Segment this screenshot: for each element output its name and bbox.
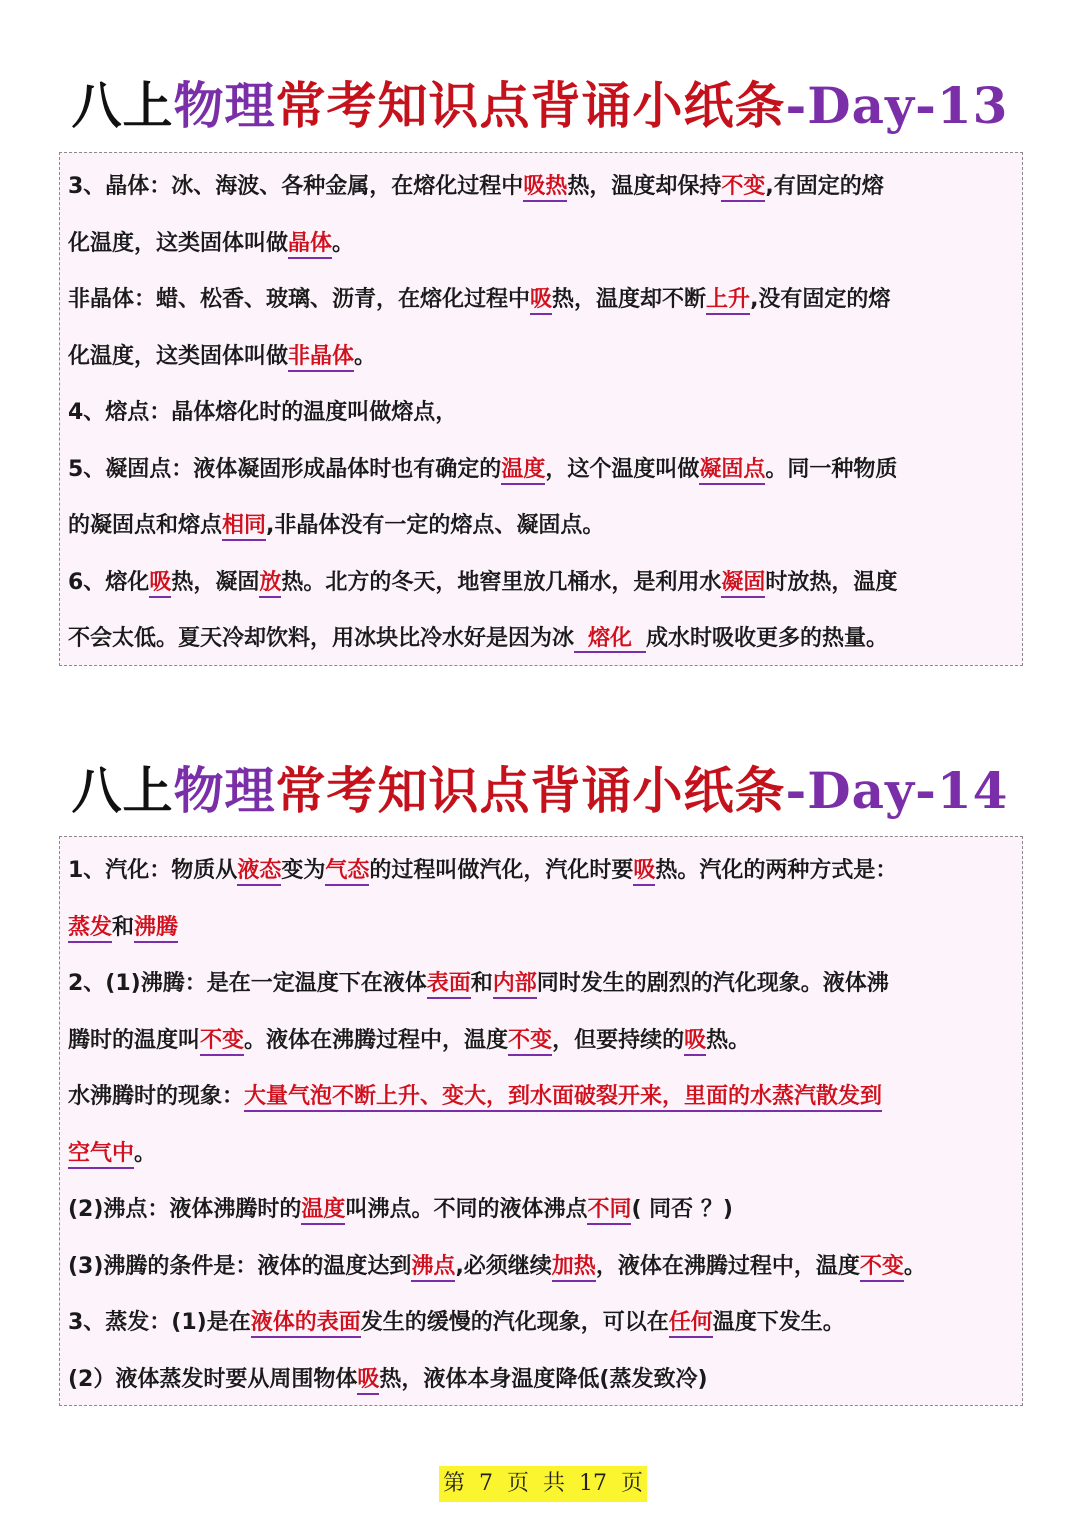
note-line: (2）液体蒸发时要从周围物体吸热，液体本身温度降低(蒸发致冷)	[68, 1352, 1014, 1409]
total-pages: 17	[579, 1471, 608, 1496]
note-line: 的凝固点和熔点相同,非晶体没有一定的熔点、凝固点。	[68, 498, 1014, 555]
keyword: 吸	[684, 1028, 706, 1056]
keyword: 放	[259, 570, 281, 598]
keyword: 气态	[325, 858, 369, 886]
keyword: 吸	[633, 858, 655, 886]
note-line: 蒸发和沸腾	[68, 900, 1014, 957]
title-day: -Day-14	[785, 761, 1009, 820]
note-line: 非晶体：蜡、松香、玻璃、沥青，在熔化过程中吸热，温度却不断上升,没有固定的熔	[68, 272, 1014, 329]
keyword: 上升	[706, 287, 750, 315]
keyword: 大量气泡不断上升、变大，到水面破裂开来，里面的水蒸汽散发到	[244, 1084, 882, 1112]
keyword: 内部	[493, 971, 537, 999]
note-line: (3)沸腾的条件是：液体的温度达到沸点,必须继续加热，液体在沸腾过程中，温度不变。	[68, 1239, 1014, 1296]
keyword: 温度	[301, 1197, 345, 1225]
keyword: 温度	[501, 457, 545, 485]
title-main: 常考知识点背诵小纸条	[275, 76, 786, 135]
note-line: 2、(1)沸腾：是在一定温度下在液体表面和内部同时发生的剧烈的汽化现象。液体沸	[68, 956, 1014, 1013]
note-line: 3、晶体：冰、海波、各种金属，在熔化过程中吸热热，温度却保持不变,有固定的熔	[68, 159, 1014, 216]
keyword: 相同	[222, 513, 266, 541]
title-grade: 八上	[71, 76, 174, 135]
keyword-blank: 熔化	[574, 626, 646, 653]
note-line: 空气中。	[68, 1126, 1014, 1183]
keyword: 不变	[200, 1028, 244, 1056]
keyword: 液态	[237, 858, 281, 886]
keyword: 不变	[860, 1254, 904, 1282]
keyword: 表面	[427, 971, 471, 999]
note-line: (2)沸点：液体沸腾时的温度叫沸点。不同的液体沸点不同( 同否 ？)	[68, 1182, 1014, 1239]
title-day14	[0, 761, 1080, 821]
keyword: 空气中	[68, 1141, 134, 1169]
note-line: 5、凝固点：液体凝固形成晶体时也有确定的温度，这个温度叫做凝固点。同一种物质	[68, 442, 1014, 499]
note-line: 水沸腾时的现象：大量气泡不断上升、变大，到水面破裂开来，里面的水蒸汽散发到	[68, 1069, 1014, 1126]
title-main: 常考知识点背诵小纸条	[275, 761, 786, 820]
keyword: 任何	[669, 1310, 713, 1338]
keyword: 吸热	[523, 174, 567, 202]
keyword: 吸	[357, 1367, 379, 1395]
note-line: 不会太低。夏天冷却饮料，用冰块比冷水好是因为冰 熔化 成水时吸收更多的热量。	[68, 626, 889, 651]
keyword: 不变	[508, 1028, 552, 1056]
keyword: 不变	[721, 174, 765, 202]
title-day: -Day-13	[785, 76, 1009, 135]
page-indicator: 第 7 页 共 17 页	[439, 1466, 647, 1502]
keyword: 吸	[149, 570, 171, 598]
keyword: 不同	[587, 1197, 631, 1225]
note-line: 6、熔化吸热，凝固放热。北方的冬天，地窖里放几桶水，是利用水凝固时放热，温度	[68, 555, 1014, 612]
note-line: 4、熔点：晶体熔化时的温度叫做熔点，	[68, 400, 458, 425]
keyword: 非晶体	[288, 344, 354, 372]
keyword: 晶体	[288, 231, 332, 259]
title-subject: 物理	[173, 76, 276, 135]
keyword: 沸点	[411, 1254, 455, 1282]
title-day13	[0, 76, 1080, 136]
current-page: 7	[479, 1471, 494, 1496]
notes-box-day14	[59, 836, 1023, 1406]
title-grade: 八上	[71, 761, 174, 820]
note-line: 1、汽化：物质从液态变为气态的过程叫做汽化，汽化时要吸热。汽化的两种方式是：	[68, 843, 1014, 900]
keyword: 沸腾	[134, 915, 178, 943]
keyword: 凝固点	[699, 457, 765, 485]
title-subject: 物理	[173, 761, 276, 820]
keyword: 凝固	[721, 570, 765, 598]
notes-box-day13	[59, 152, 1023, 666]
keyword: 液体的表面	[251, 1310, 361, 1338]
keyword: 吸	[530, 287, 552, 315]
note-line: 化温度，这类固体叫做非晶体。	[68, 329, 1014, 386]
note-line: 3、蒸发：(1)是在液体的表面发生的缓慢的汽化现象，可以在任何温度下发生。	[68, 1295, 1014, 1352]
keyword: 蒸发	[68, 915, 112, 943]
note-line: 腾时的温度叫不变。液体在沸腾过程中，温度不变，但要持续的吸热。	[68, 1013, 1014, 1070]
note-line: 化温度，这类固体叫做晶体。	[68, 216, 1014, 273]
keyword: 加热	[552, 1254, 596, 1282]
